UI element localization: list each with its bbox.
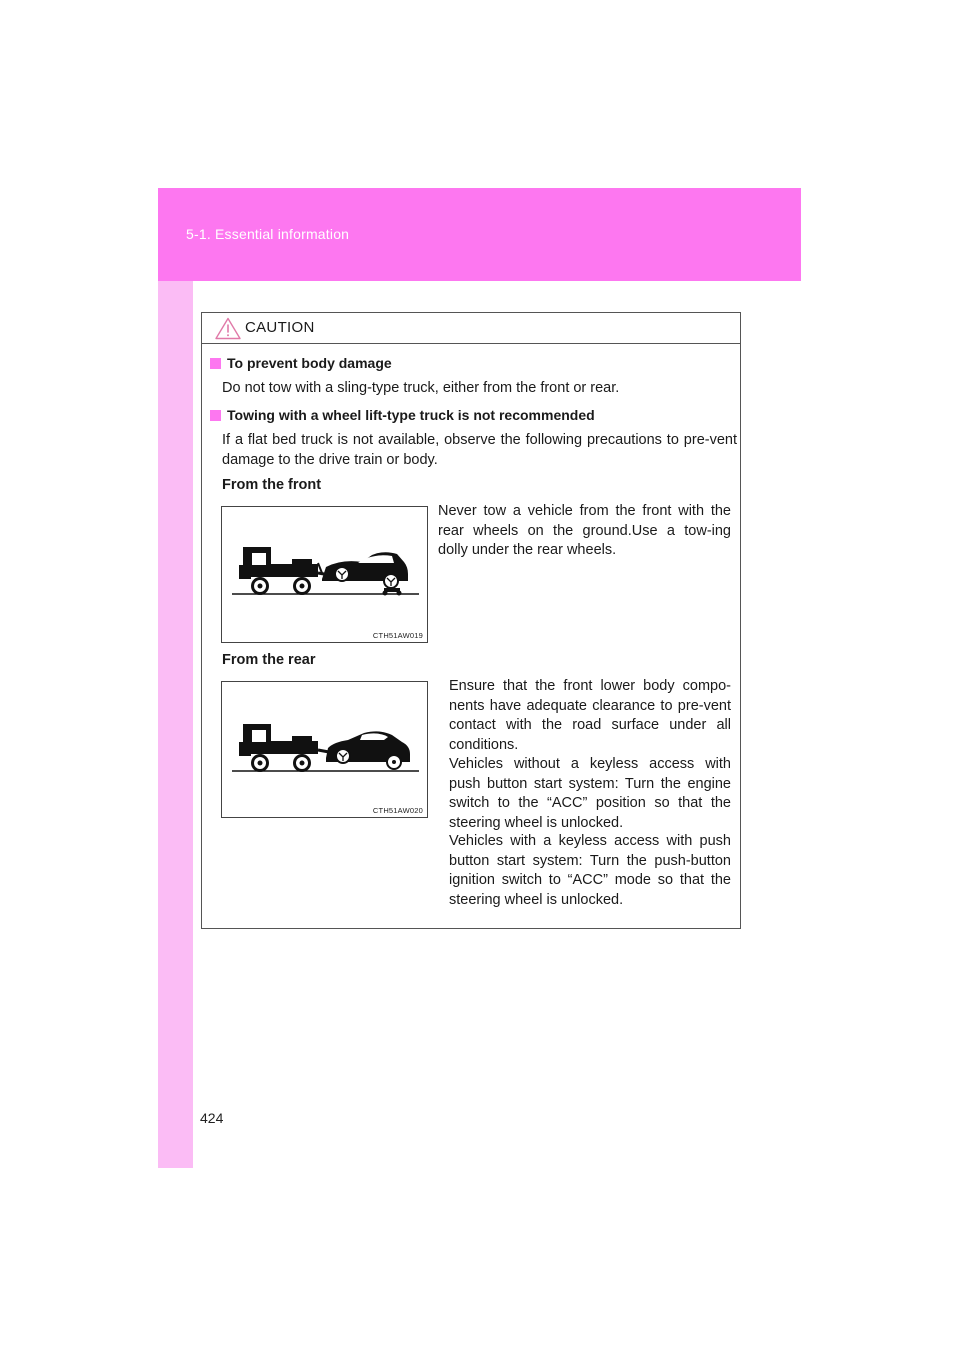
from-front-heading: From the front	[222, 477, 322, 493]
item-text-body-damage: Do not tow with a sling-type truck, either from the front or rear.	[222, 380, 620, 396]
caution-box	[201, 312, 741, 929]
tow-truck-front-illustration	[222, 507, 429, 644]
square-bullet-icon	[210, 358, 221, 369]
caution-header	[202, 313, 740, 344]
from-rear-text-engine-switch: Vehicles without a keyless access with push button start system: Turn the engine switch to the “ACC” position so that the steering wheel is unlocked.	[449, 756, 731, 831]
side-strip	[158, 188, 193, 1168]
from-rear-text-clearance: Ensure that the front lower body compo-nents have adequate clearance to pre-vent contact with the road surface under all conditions.	[449, 678, 731, 753]
caution-label: CAUTION	[245, 319, 315, 336]
item-text-wheel-lift: If a flat bed truck is not available, observe the following precautions to pre-vent damage to the drive train or body.	[222, 432, 737, 468]
tow-truck-rear-illustration	[222, 682, 429, 819]
figure-tow-from-front	[221, 506, 428, 643]
page-number: 424	[200, 1110, 224, 1126]
from-rear-text-push-button: Vehicles with a keyless access with push button start system: Turn the push-button ignition switch to “ACC” mode so that the steering wheel is unlocked.	[449, 833, 731, 908]
square-bullet-icon	[210, 410, 221, 421]
section-title: 5-1. Essential information	[186, 226, 350, 242]
from-rear-heading: From the rear	[222, 652, 316, 668]
figure-code: CTH51AW019	[372, 631, 423, 640]
item-title-body-damage: To prevent body damage	[210, 355, 392, 371]
warning-triangle-icon	[215, 317, 241, 340]
from-front-text: Never tow a vehicle from the front with the rear wheels on the ground.Use a tow-ing dolly under the rear wheels.	[438, 503, 731, 558]
figure-tow-from-rear	[221, 681, 428, 818]
item-title-wheel-lift: Towing with a wheel lift-type truck is not recommended	[210, 407, 595, 423]
figure-code: CTH51AW020	[372, 806, 423, 815]
